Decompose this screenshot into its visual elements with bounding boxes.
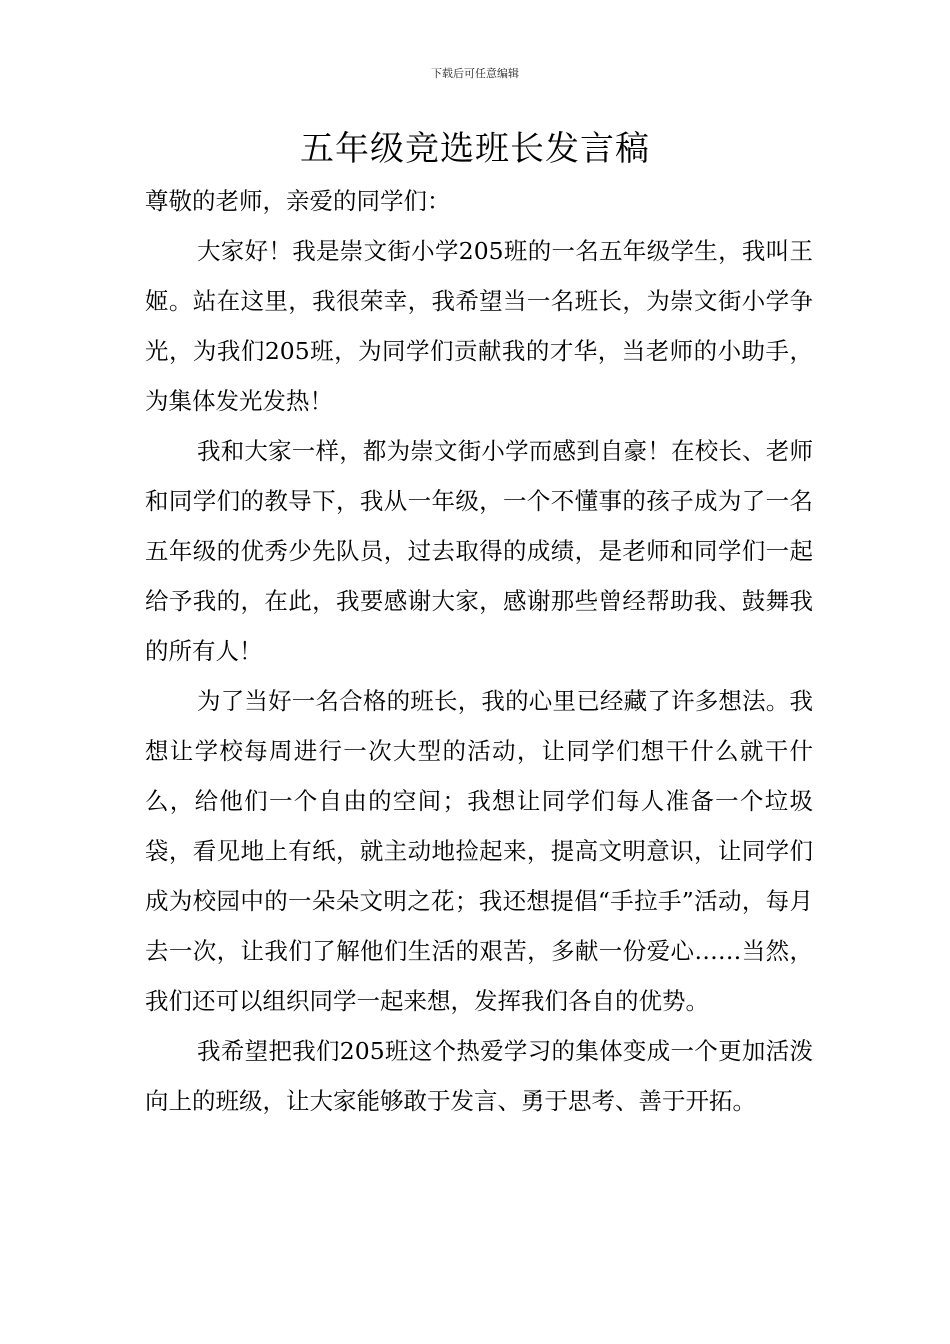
- header-note: 下载后可任意编辑: [431, 67, 519, 80]
- paragraph-3: 为了当好一名合格的班长，我的心里已经藏了许多想法。我想让学校每周进行一次大型的活动，让同学们想干什么就干什么，给他们一个自由的空间；我想让同学们每人准备一个垃圾袋，看见地上有纸，就主动地捡起来，提高文明意识，让同学们成为校园中的一朵朵文明之花；我还想提倡“手拉手”活动，每月去一次，让我们了解他们生活的艰苦，多献一份爱心……当然，我们还可以组织同学一起来想，发挥我们各自的优势。: [145, 687, 813, 1015]
- document-title: 五年级竞选班长发言稿: [300, 129, 650, 169]
- paragraph-1: 大家好！我是崇文街小学205班的一名五年级学生，我叫王姬。站在这里，我很荣幸，我希望当一名班长，为崇文街小学争光，为我们205班，为同学们贡献我的才华，当老师的小助手，为集体发光发热！: [145, 237, 813, 415]
- paragraph-4: 我希望把我们205班这个热爱学习的集体变成一个更加活泼向上的班级，让大家能够敢于发言、勇于思考、善于开拓。: [145, 1037, 813, 1115]
- salutation: 尊敬的老师，亲爱的同学们：: [145, 187, 451, 215]
- paragraph-2: 我和大家一样，都为崇文街小学而感到自豪！在校长、老师和同学们的教导下，我从一年级，一个不懂事的孩子成为了一名五年级的优秀少先队员，过去取得的成绩，是老师和同学们一起给予我的，在此，我要感谢大家，感谢那些曾经帮助我、鼓舞我的所有人！: [145, 437, 813, 665]
- document-body: [145, 176, 813, 1126]
